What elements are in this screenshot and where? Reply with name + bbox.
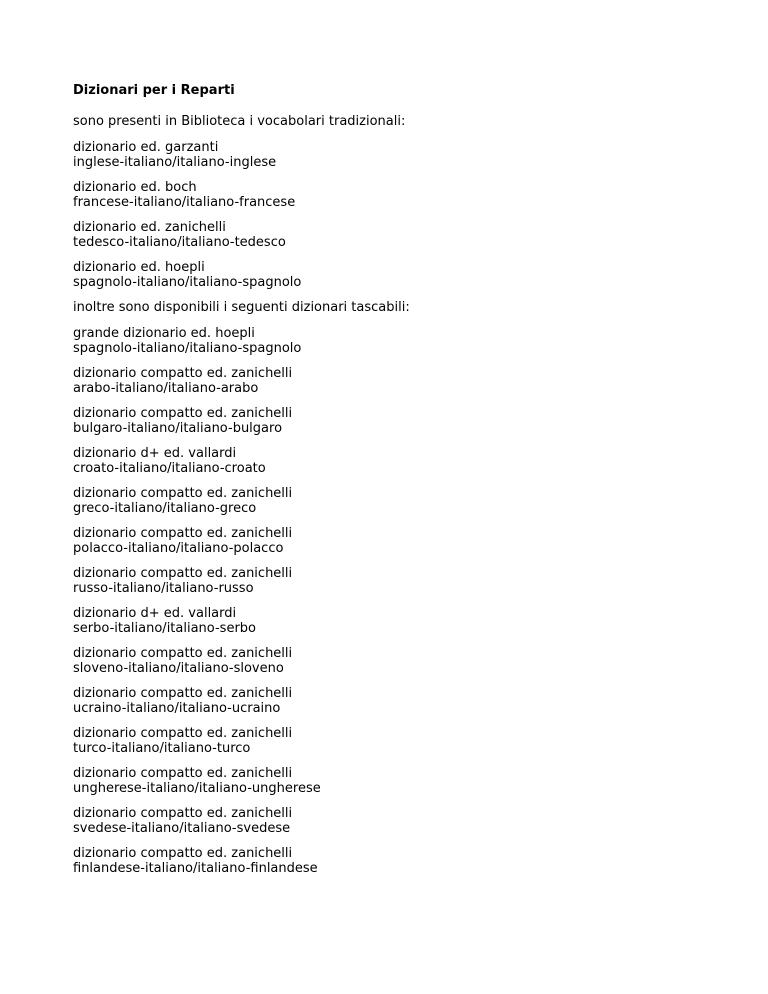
entry-publisher: dizionario compatto ed. zanichelli	[73, 366, 293, 381]
entry-publisher: dizionario ed. zanichelli	[73, 220, 226, 235]
dictionary-entry	[73, 726, 733, 756]
dictionary-entry	[73, 686, 733, 716]
entry-languages: arabo-italiano/italiano-arabo	[73, 381, 259, 396]
entry-publisher: dizionario ed. hoepli	[73, 260, 205, 275]
dictionary-entry	[73, 526, 733, 556]
entry-languages: russo-italiano/italiano-russo	[73, 581, 254, 596]
entry-publisher: dizionario ed. boch	[73, 180, 197, 195]
entry-languages: spagnolo-italiano/italiano-spagnolo	[73, 275, 302, 290]
dictionary-entry	[73, 846, 733, 876]
entry-languages: spagnolo-italiano/italiano-spagnolo	[73, 341, 302, 356]
intro-traditional: sono presenti in Biblioteca i vocabolari tradizionali:	[73, 114, 406, 129]
entry-publisher: dizionario compatto ed. zanichelli	[73, 646, 293, 661]
entry-publisher: dizionario compatto ed. zanichelli	[73, 686, 293, 701]
entry-languages: croato-italiano/italiano-croato	[73, 461, 266, 476]
entry-languages: finlandese-italiano/italiano-finlandese	[73, 861, 318, 876]
dictionary-entry	[73, 220, 733, 250]
entry-publisher: dizionario d+ ed. vallardi	[73, 446, 237, 461]
dictionary-entry	[73, 566, 733, 596]
entry-languages: bulgaro-italiano/italiano-bulgaro	[73, 421, 283, 436]
entry-publisher: grande dizionario ed. hoepli	[73, 326, 255, 341]
entry-languages: svedese-italiano/italiano-svedese	[73, 821, 291, 836]
dictionary-entry	[73, 260, 733, 290]
intro-pocket: inoltre sono disponibili i seguenti dizionari tascabili:	[73, 300, 410, 315]
dictionary-entry	[73, 646, 733, 676]
dictionary-entry	[73, 406, 733, 436]
entry-publisher: dizionario ed. garzanti	[73, 140, 219, 155]
dictionary-entry	[73, 446, 733, 476]
entry-publisher: dizionario compatto ed. zanichelli	[73, 806, 293, 821]
entry-publisher: dizionario d+ ed. vallardi	[73, 606, 237, 621]
entry-publisher: dizionario compatto ed. zanichelli	[73, 566, 293, 581]
dictionary-entry	[73, 606, 733, 636]
entry-languages: ucraino-italiano/italiano-ucraino	[73, 701, 281, 716]
dictionary-entry	[73, 766, 733, 796]
dictionary-entry	[73, 140, 733, 170]
entry-languages: polacco-italiano/italiano-polacco	[73, 541, 284, 556]
entry-publisher: dizionario compatto ed. zanichelli	[73, 406, 293, 421]
entry-publisher: dizionario compatto ed. zanichelli	[73, 846, 293, 861]
entry-languages: tedesco-italiano/italiano-tedesco	[73, 235, 286, 250]
dictionary-entry	[73, 180, 733, 210]
entry-languages: greco-italiano/italiano-greco	[73, 501, 257, 516]
dictionary-entry	[73, 326, 733, 356]
dictionary-entry	[73, 366, 733, 396]
entry-publisher: dizionario compatto ed. zanichelli	[73, 526, 293, 541]
entry-languages: ungherese-italiano/italiano-ungherese	[73, 781, 321, 796]
entry-languages: serbo-italiano/italiano-serbo	[73, 621, 257, 636]
entry-languages: francese-italiano/italiano-francese	[73, 195, 296, 210]
document-title: Dizionari per i Reparti	[73, 83, 235, 98]
entry-languages: sloveno-italiano/italiano-sloveno	[73, 661, 284, 676]
dictionary-entry	[73, 806, 733, 836]
dictionary-entry	[73, 486, 733, 516]
entry-publisher: dizionario compatto ed. zanichelli	[73, 726, 293, 741]
document-page	[73, 83, 733, 886]
entry-languages: inglese-italiano/italiano-inglese	[73, 155, 277, 170]
entry-publisher: dizionario compatto ed. zanichelli	[73, 486, 293, 501]
entry-publisher: dizionario compatto ed. zanichelli	[73, 766, 293, 781]
entry-languages: turco-italiano/italiano-turco	[73, 741, 251, 756]
